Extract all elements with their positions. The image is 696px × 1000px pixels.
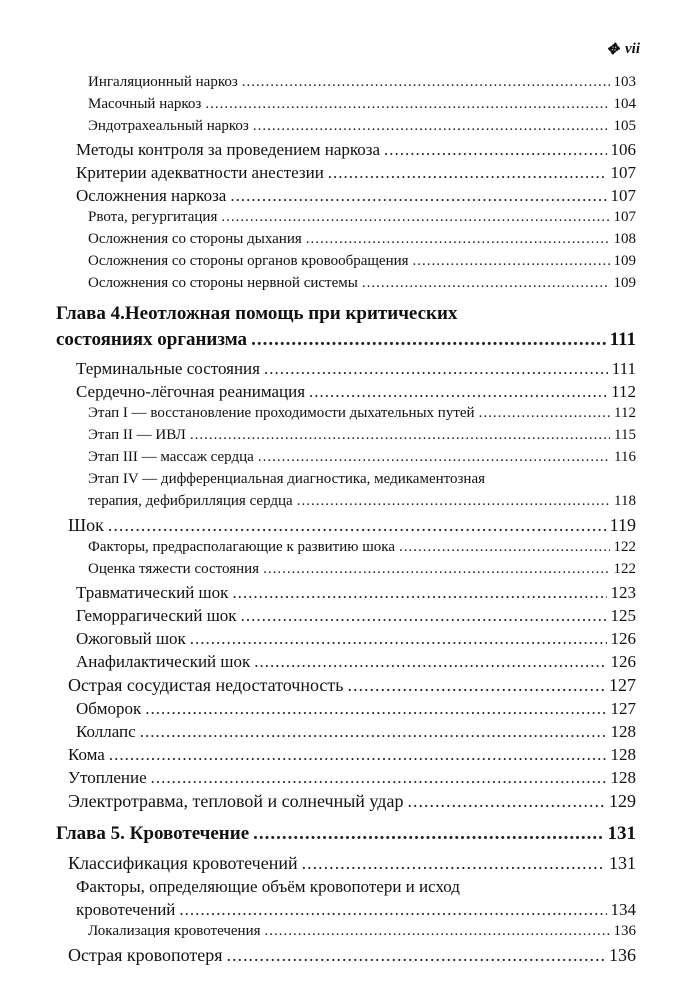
chapter-heading[interactable] bbox=[56, 329, 636, 359]
toc-entry-page: 126 bbox=[610, 652, 636, 671]
leader-dots bbox=[253, 823, 603, 845]
toc-entry-title: Утопление bbox=[68, 768, 147, 787]
leader-dots bbox=[263, 561, 609, 578]
toc-entry-title: Электротравма, тепловой и солнечный удар bbox=[68, 791, 404, 811]
toc-entry[interactable] bbox=[56, 561, 636, 583]
toc-entry-page: 106 bbox=[610, 140, 636, 159]
chapter-page: 131 bbox=[607, 823, 636, 844]
toc-entry[interactable] bbox=[56, 539, 636, 561]
toc-entry[interactable] bbox=[56, 791, 636, 815]
toc-entry[interactable] bbox=[56, 945, 636, 969]
section-gap bbox=[56, 815, 636, 823]
toc-entry-title: Острая кровопотеря bbox=[68, 945, 223, 965]
toc-entry-title: Травматический шок bbox=[76, 583, 229, 602]
leader-dots bbox=[109, 745, 607, 765]
toc-entry-page: 131 bbox=[609, 853, 636, 873]
leader-dots bbox=[264, 359, 608, 379]
toc-entry[interactable] bbox=[56, 449, 636, 471]
toc-entry-title: терапия, дефибрилляция сердца bbox=[88, 493, 293, 509]
leader-dots bbox=[227, 945, 606, 966]
toc-entry[interactable] bbox=[56, 427, 636, 449]
toc-entry[interactable] bbox=[56, 253, 636, 275]
toc-entry-title: Оценка тяжести состояния bbox=[88, 561, 260, 577]
toc-entry[interactable] bbox=[56, 768, 636, 791]
leader-dots bbox=[265, 923, 610, 940]
leader-dots bbox=[413, 253, 610, 270]
toc-entry-title: Шок bbox=[68, 515, 104, 535]
toc-entry[interactable] bbox=[56, 186, 636, 209]
toc-entry-page: 107 bbox=[610, 186, 636, 205]
toc-entry[interactable] bbox=[56, 140, 636, 163]
chapter-page: 111 bbox=[609, 329, 636, 350]
toc-entry-page: 128 bbox=[610, 722, 636, 741]
leader-dots bbox=[205, 96, 609, 113]
page-number: vii bbox=[625, 41, 640, 57]
leader-dots bbox=[151, 768, 607, 788]
leader-dots bbox=[251, 329, 606, 351]
toc-entry-page: 118 bbox=[614, 493, 636, 509]
toc-entry[interactable] bbox=[56, 231, 636, 253]
toc-entry[interactable] bbox=[56, 209, 636, 231]
leader-dots bbox=[253, 118, 610, 135]
toc-entry-title: Этап I — восстановление проходимости дыхательных путей bbox=[88, 405, 475, 421]
toc-entry-page: 128 bbox=[610, 768, 636, 787]
toc-entry-page: 109 bbox=[613, 275, 636, 291]
toc-entry-page: 104 bbox=[613, 96, 636, 112]
toc-entry-page: 116 bbox=[614, 449, 636, 465]
toc-entry[interactable] bbox=[56, 515, 636, 539]
toc-entry[interactable] bbox=[56, 606, 636, 629]
leader-dots bbox=[384, 140, 606, 160]
toc-entry-page: 123 bbox=[610, 583, 636, 602]
toc-entry[interactable] bbox=[56, 923, 636, 945]
toc-entry[interactable] bbox=[56, 583, 636, 606]
toc-entry[interactable] bbox=[56, 118, 636, 140]
toc-entry[interactable] bbox=[56, 722, 636, 745]
toc-entry-title: Методы контроля за проведением наркоза bbox=[76, 140, 381, 159]
toc-entry-page: 122 bbox=[613, 561, 636, 577]
leader-dots bbox=[241, 606, 607, 626]
toc-entry-title: Анафилактический шок bbox=[76, 652, 251, 671]
chapter-title: Глава 5. Кровотечение bbox=[56, 823, 250, 844]
toc-entry[interactable] bbox=[56, 699, 636, 722]
toc-entry-title: Осложнения со стороны органов кровообращения bbox=[88, 253, 409, 269]
toc-entry-page: 122 bbox=[613, 539, 636, 555]
toc-entry-page: 127 bbox=[609, 675, 636, 695]
toc-entry-title: Терминальные состояния bbox=[76, 359, 260, 378]
leader-dots bbox=[328, 163, 607, 183]
toc-entry-title: Критерии адекватности анестезии bbox=[76, 163, 324, 182]
toc-entry-page: 134 bbox=[610, 900, 636, 919]
toc-entry-title: Осложнения наркоза bbox=[76, 186, 227, 205]
toc-entry-title: Эндотрахеальный наркоз bbox=[88, 118, 249, 134]
toc-entry-title: Рвота, регургитация bbox=[88, 209, 218, 225]
toc-entry[interactable] bbox=[56, 74, 636, 96]
toc-entry-line1[interactable] bbox=[56, 877, 636, 900]
toc-entry[interactable] bbox=[56, 163, 636, 186]
toc-entry[interactable] bbox=[56, 900, 636, 923]
toc-entry[interactable] bbox=[56, 405, 636, 427]
leader-dots bbox=[221, 209, 609, 226]
toc-entry-title: Этап IV — дифференциальная диагностика, медикаментозная bbox=[88, 471, 485, 487]
toc-entry-page: 108 bbox=[613, 231, 636, 247]
toc-entry-title: Ожоговый шок bbox=[76, 629, 186, 648]
table-of-contents bbox=[56, 74, 636, 969]
leader-dots bbox=[242, 74, 610, 91]
chapter-title-line1: Глава 4.Неотложная помощь при критических bbox=[56, 303, 458, 324]
toc-entry-title: Коллапс bbox=[76, 722, 136, 741]
toc-entry-page: 126 bbox=[610, 629, 636, 648]
toc-entry-title: Обморок bbox=[76, 699, 142, 718]
running-header bbox=[606, 40, 640, 59]
toc-entry-title: Локализация кровотечения bbox=[88, 923, 261, 939]
leader-dots bbox=[297, 493, 610, 510]
toc-entry[interactable] bbox=[56, 382, 636, 405]
toc-entry-title: Масочный наркоз bbox=[88, 96, 202, 112]
toc-entry-page: 112 bbox=[611, 382, 636, 401]
chapter-title-line2: состояниях организма bbox=[56, 329, 248, 350]
toc-entry-title: Факторы, определяющие объём кровопотери и исход bbox=[76, 877, 460, 896]
toc-entry-page: 136 bbox=[613, 923, 636, 939]
toc-entry-page: 128 bbox=[610, 745, 636, 764]
toc-entry-title: Этап III — массаж сердца bbox=[88, 449, 254, 465]
toc-entry-title: Острая сосудистая недостаточность bbox=[68, 675, 344, 695]
leader-dots bbox=[347, 675, 605, 696]
chapter-heading[interactable] bbox=[56, 297, 636, 329]
toc-entry[interactable] bbox=[56, 745, 636, 768]
toc-entry[interactable] bbox=[56, 629, 636, 652]
leader-dots bbox=[190, 629, 607, 649]
toc-entry-title: Этап II — ИВЛ bbox=[88, 427, 186, 443]
toc-entry[interactable] bbox=[56, 275, 636, 297]
leader-dots bbox=[479, 405, 610, 422]
leader-dots bbox=[399, 539, 610, 556]
leader-dots bbox=[309, 382, 607, 402]
toc-entry-title: кровотечений bbox=[76, 900, 176, 919]
toc-entry-line1[interactable] bbox=[56, 471, 636, 493]
leader-dots bbox=[306, 231, 610, 248]
toc-entry[interactable] bbox=[56, 96, 636, 118]
leader-dots bbox=[254, 652, 606, 672]
toc-entry-page: 105 bbox=[613, 118, 636, 134]
leader-dots bbox=[258, 449, 610, 466]
ornament-icon: ✥ bbox=[606, 42, 619, 58]
toc-entry-page: 127 bbox=[610, 699, 636, 718]
toc-entry-page: 109 bbox=[613, 253, 636, 269]
toc-entry-title: Осложнения со стороны дыхания bbox=[88, 231, 302, 247]
leader-dots bbox=[302, 853, 605, 874]
leader-dots bbox=[232, 583, 606, 603]
toc-entry[interactable] bbox=[56, 652, 636, 675]
leader-dots bbox=[145, 699, 606, 719]
toc-entry[interactable] bbox=[56, 853, 636, 877]
toc-entry-page: 129 bbox=[609, 791, 636, 811]
toc-entry-page: 107 bbox=[613, 209, 636, 225]
leader-dots bbox=[108, 515, 606, 536]
toc-entry-page: 115 bbox=[614, 427, 636, 443]
toc-entry-title: Кома bbox=[68, 745, 105, 764]
toc-entry-page: 112 bbox=[614, 405, 636, 421]
toc-entry-title: Осложнения со стороны нервной системы bbox=[88, 275, 358, 291]
toc-entry-page: 125 bbox=[610, 606, 636, 625]
toc-entry[interactable] bbox=[56, 493, 636, 515]
chapter-heading[interactable] bbox=[56, 823, 636, 853]
toc-entry-page: 111 bbox=[611, 359, 636, 378]
leader-dots bbox=[179, 900, 606, 920]
toc-entry-page: 136 bbox=[609, 945, 636, 965]
toc-entry-title: Сердечно-лёгочная реанимация bbox=[76, 382, 306, 401]
leader-dots bbox=[362, 275, 610, 292]
toc-entry-page: 119 bbox=[609, 515, 636, 535]
toc-entry[interactable] bbox=[56, 359, 636, 382]
leader-dots bbox=[230, 186, 606, 206]
toc-entry-page: 103 bbox=[613, 74, 636, 90]
toc-entry[interactable] bbox=[56, 675, 636, 699]
toc-entry-title: Ингаляционный наркоз bbox=[88, 74, 238, 90]
toc-entry-title: Классификация кровотечений bbox=[68, 853, 298, 873]
leader-dots bbox=[140, 722, 607, 742]
toc-entry-page: 107 bbox=[610, 163, 636, 182]
toc-entry-title: Геморрагический шок bbox=[76, 606, 237, 625]
toc-entry-title: Факторы, предрасполагающие к развитию шока bbox=[88, 539, 395, 555]
leader-dots bbox=[407, 791, 605, 812]
leader-dots bbox=[190, 427, 610, 444]
